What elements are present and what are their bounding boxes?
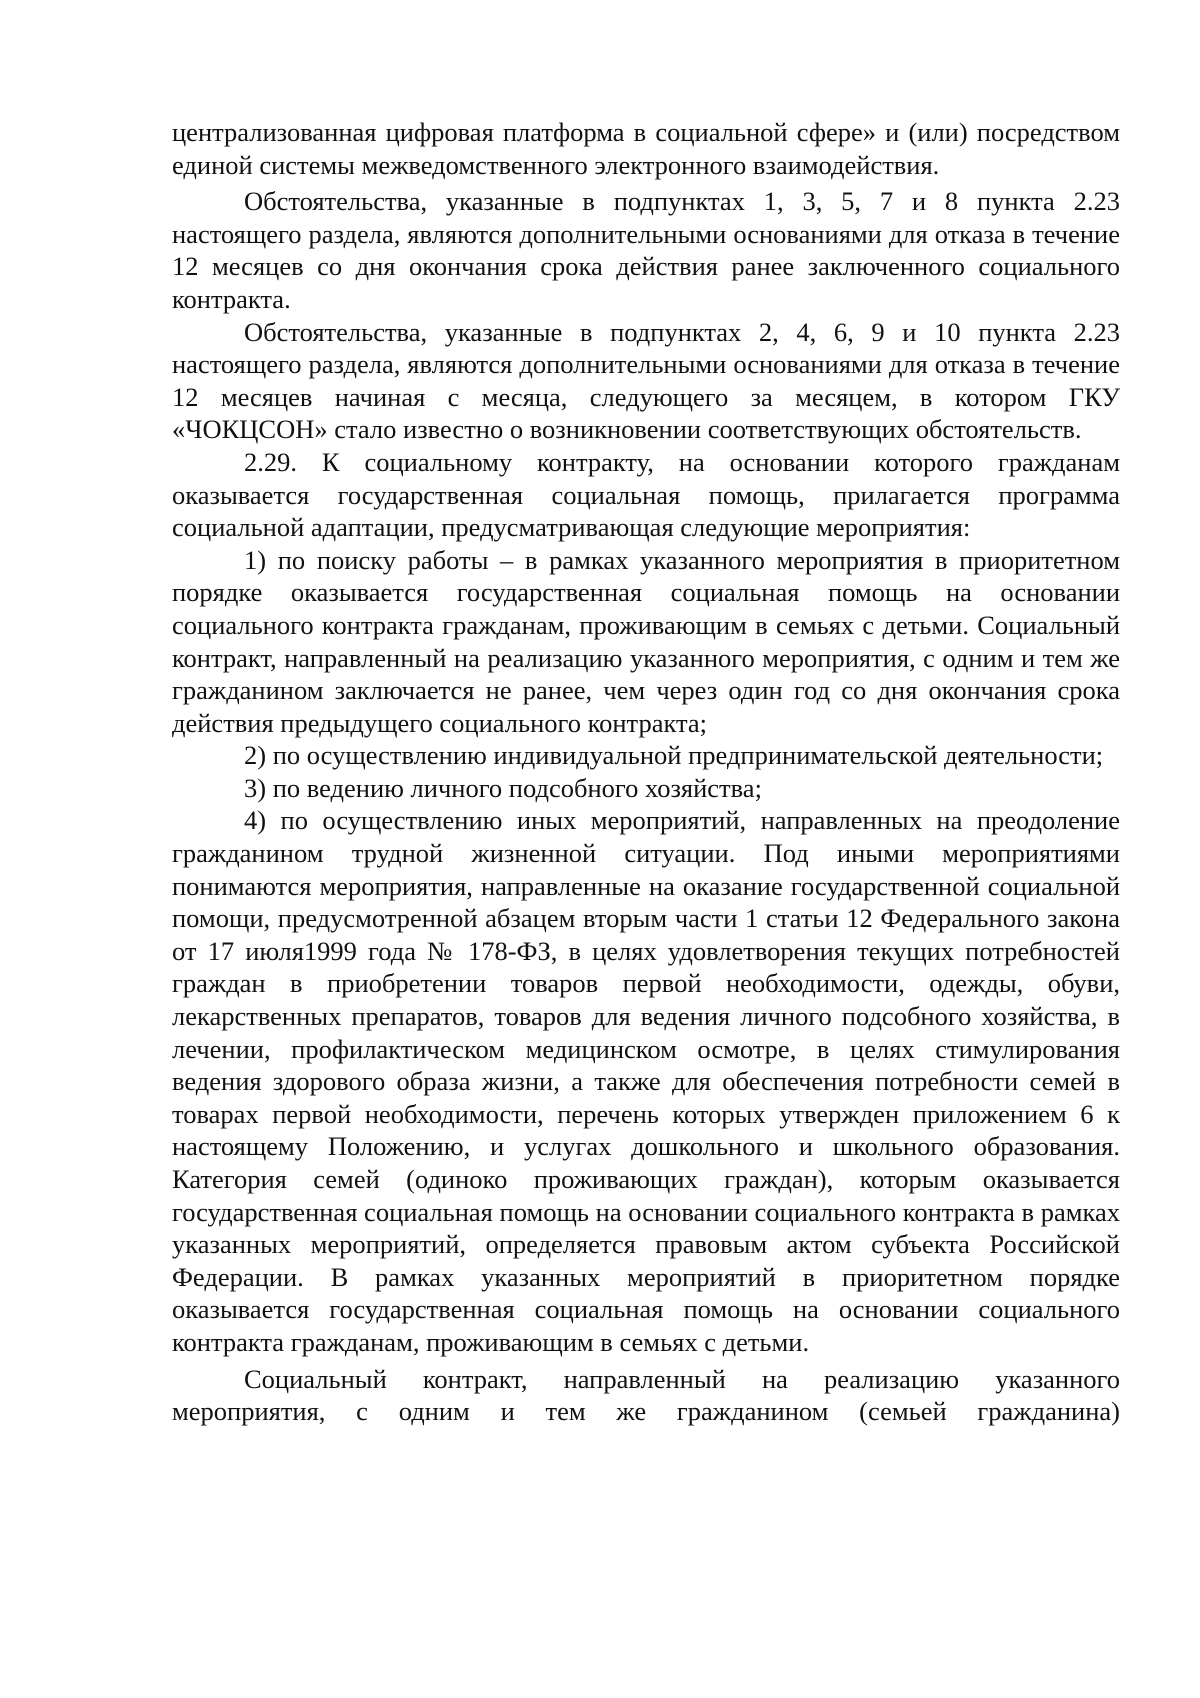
list-item-2-entrepreneurship: 2) по осуществлению индивидуальной предпринимательской деятельности; [244,740,1104,771]
list-item-4-other-measures: 4) по осуществлению иных мероприятий, направленных на преодоление гражданином трудной жизненной ситуации. Под иными мероприятиями понимаются мероприятия, направленные на оказание государственной социальной помощи, предусмотренной абзацем вторым части 1 статьи 12 Федерального закона от 17 июля1999 года № 178-ФЗ, в целях удовлетворения текущих потребностей граждан в приобретении товаров первой необходимости, одежды, обуви, лекарственных препаратов, товаров для ведения личного подсобного хозяйства, в лечении, профилактическом медицинском осмотре, в целях стимулирования ведения здорового образа жизни, а также для обеспечения потребности семей в товарах первой необходимости, перечень которых утвержден приложением 6 к настоящему Положению, и услугах дошкольного и школьного образования. Категория семей (одиноко проживающих граждан), которым оказывается государственная социальная помощь на основании социального контракта в рамках указанных мероприятий, определяется правовым актом субъекта Российской Федерации. В рамках указанных мероприятий в приоритетном порядке оказывается государственная социальная помощь на основании социального контракта гражданам, проживающим в семьях с детьми. [172,805,1120,1357]
document-body [172,116,1120,1428]
list-item-3-household: 3) по ведению личного подсобного хозяйства; [244,772,762,803]
paragraph-continuation: централизованная цифровая платформа в социальной сфере» и (или) посредством единой системы межведомственного электронного взаимодействия. [172,117,1120,180]
paragraph-2-29: 2.29. К социальному контракту, на основании которого гражданам оказывается государственная социальная помощь, прилагается программа социальной адаптации, предусматривающая следующие мероприятия: [172,446,1120,543]
paragraph-circumstances-1: Обстоятельства, указанные в подпунктах 1, 3, 5, 7 и 8 пункта 2.23 настоящего раздела, являются дополнительными основаниями для отказа в течение 12 месяцев со дня окончания срока действия ранее заключенного социального контракта. [172,186,1120,314]
paragraph-circumstances-2: Обстоятельства, указанные в подпунктах 2, 4, 6, 9 и 10 пункта 2.23 настоящего раздела, являются дополнительными основаниями для отказа в течение 12 месяцев начиная с месяца, следующего за месяцем, в котором ГКУ «ЧОКЦСОН» стало известно о возникновении соответствующих обстоятельств. [172,316,1120,445]
list-item-1-job-search: 1) по поиску работы – в рамках указанного мероприятия в приоритетном порядке оказывается государственная социальная помощь на основании социального контракта гражданам, проживающим в семьях с детьми. Социальный контракт, направленный на реализацию указанного мероприятия, с одним и тем же гражданином заключается не ранее, чем через один год со дня окончания срока действия предыдущего социального контракта; [172,544,1120,738]
paragraph-social-contract: Социальный контракт, направленный на реализацию указанного мероприятия, с одним и тем же гражданином (семьей гражданина) [172,1363,1120,1427]
